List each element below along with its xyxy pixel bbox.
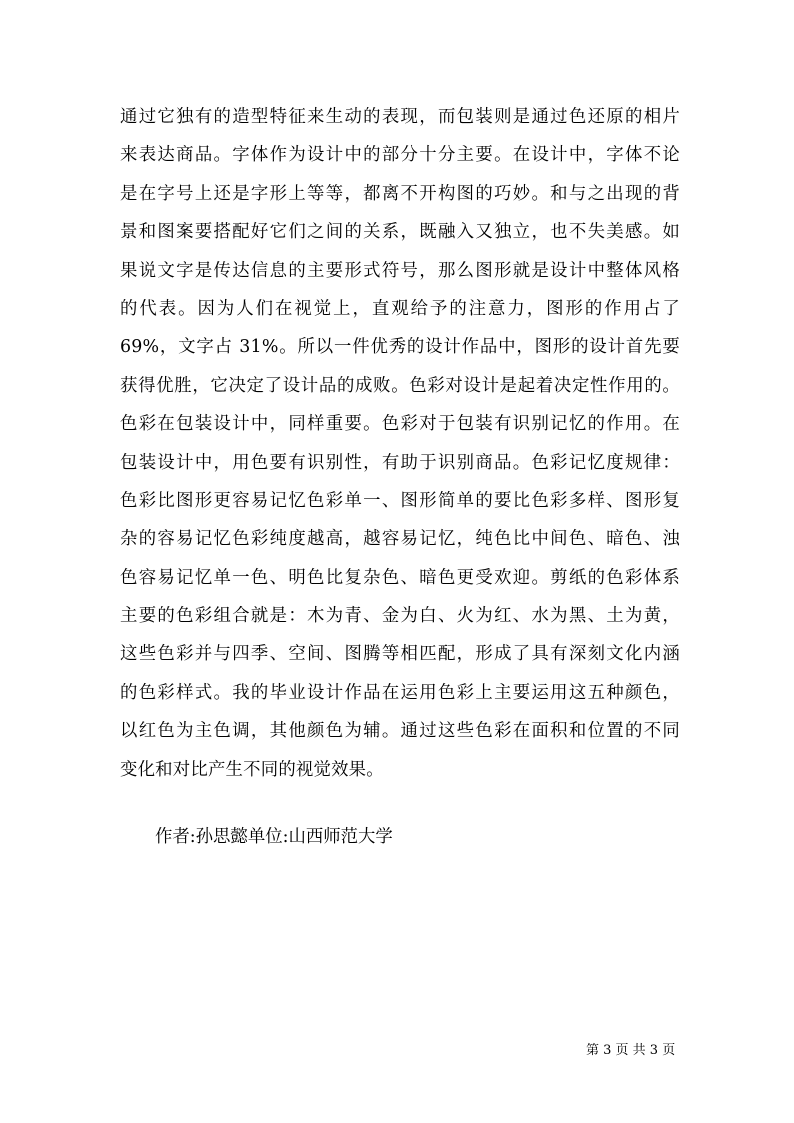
text-line: 色容易记忆单一色、明色比复杂色、暗色更受欢迎。剪纸的色彩体系	[120, 567, 680, 588]
text-line: 获得优胜，它决定了设计品的成败。色彩对设计是起着决定性作用的。	[120, 375, 680, 396]
text-line: 色彩比图形更容易记忆色彩单一、图形简单的要比色彩多样、图形复	[120, 490, 680, 511]
text-line: 变化和对比产生不同的视觉效果。	[120, 759, 384, 780]
text-line: 的色彩样式。我的毕业设计作品在运用色彩上主要运用这五种颜色，	[120, 682, 680, 703]
text-line: 的代表。因为人们在视觉上，直观给予的注意力，图形的作用占了	[120, 298, 680, 319]
text-line: 来表达商品。字体作为设计中的部分十分主要。在设计中，字体不论	[120, 145, 680, 166]
text-line: 杂的容易记忆色彩纯度越高，越容易记忆，纯色比中间色、暗色、浊	[120, 529, 680, 550]
text-line: 以红色为主色调，其他颜色为辅。通过这些色彩在面积和位置的不同	[120, 721, 680, 742]
text-line: 色彩在包装设计中，同样重要。色彩对于包装有识别记忆的作用。在	[120, 414, 680, 435]
text-line: 这些色彩并与四季、空间、图腾等相匹配，形成了具有深刻文化内涵	[120, 644, 680, 665]
author-line: 作者:孙思懿单位:山西师范大学	[155, 827, 393, 847]
text-line: 通过它独有的造型特征来生动的表现，而包装则是通过色还原的相片	[120, 107, 680, 127]
text-line: 景和图案要搭配好它们之间的关系，既融入又独立，也不失美感。如	[120, 222, 680, 243]
text-line: 主要的色彩组合就是：木为青、金为白、火为红、水为黑、土为黄，	[120, 606, 680, 627]
text-line: 包装设计中，用色要有识别性，有助于识别商品。色彩记忆度规律：	[120, 452, 680, 473]
page-number-footer: 第 3 页 共 3 页	[586, 1043, 676, 1058]
body-paragraph	[120, 102, 680, 793]
text-line: 果说文字是传达信息的主要形式符号，那么图形就是设计中整体风格	[120, 260, 680, 281]
text-line: 69%，文字占 31%。所以一件优秀的设计作品中，图形的设计首先要	[120, 337, 680, 358]
text-line: 是在字号上还是字形上等等，都离不开构图的巧妙。和与之出现的背	[120, 183, 680, 204]
